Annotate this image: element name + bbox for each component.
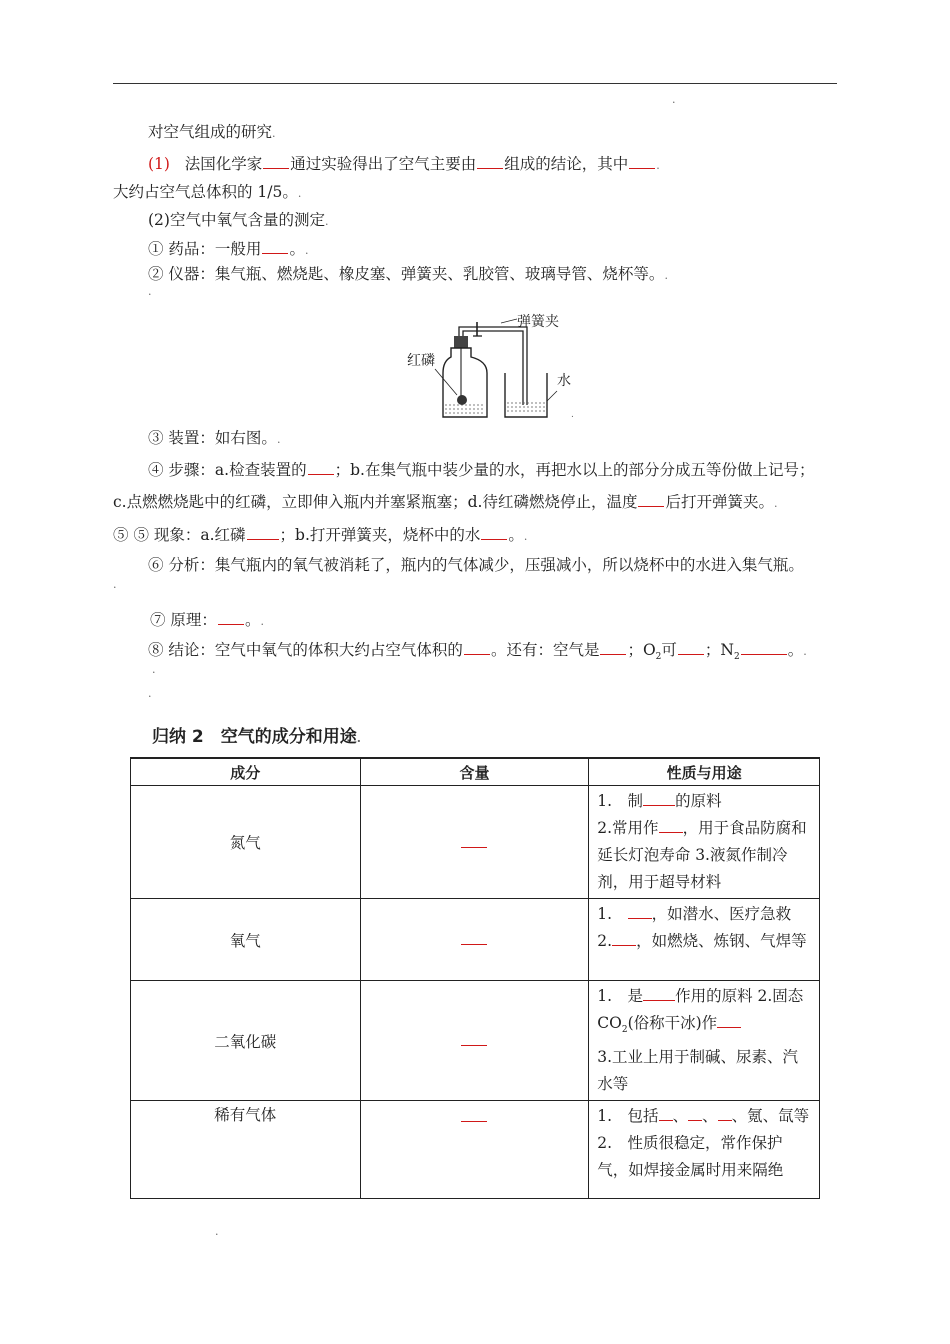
table-header-row [131, 758, 820, 786]
instruments-line: ② 仪器：集气瓶、燃烧匙、橡皮塞、弹簧夹、乳胶管、玻璃导管、烧杯等。. [148, 265, 668, 283]
paragraph-mark: . [152, 663, 156, 676]
glass-tube-inner [463, 331, 523, 405]
paragraph-mark: . [148, 285, 152, 298]
cell-content [360, 899, 589, 981]
steps-line: ④ 步骤：a.检查装置的 ；b.在集气瓶中装少量的水，再把水以上的部分分成五等份做上记号； [148, 458, 814, 480]
device-line: ③ 装置：如右图。. [148, 429, 281, 447]
table-row-co2 [131, 981, 820, 1101]
paragraph-mark: . [113, 578, 117, 591]
label-water: 水 [557, 373, 571, 389]
paragraph-mark: . [672, 93, 676, 106]
rubber-stopper [454, 336, 468, 348]
intro-title: 对空气组成的研究. [148, 123, 276, 141]
beaker [505, 373, 547, 417]
apparatus-diagram [405, 305, 585, 425]
drug-line: ① 药品：一般用 。. [148, 237, 308, 261]
air-components-table [130, 757, 820, 1199]
principle-line: ⑦ 原理： 。. [150, 608, 264, 632]
item1-continued: 大约占空气总体积的 1/5。. [113, 183, 302, 201]
cell-name: 氧气 [131, 899, 361, 981]
svg-text:.: . [571, 410, 574, 420]
item2-line: (2)空气中氧气含量的测定. [148, 211, 329, 229]
cell-name: 氮气 [131, 786, 361, 899]
cell-name: 二氧化碳 [131, 981, 361, 1101]
paragraph-mark: . [215, 1225, 219, 1238]
red-phosphorus [457, 395, 467, 405]
cell-use: 1. 制 的原料 2.常用作 ，用于食品防腐和延长灯泡寿命 3.液氮作制冷剂，用于超导材料 [589, 786, 820, 899]
cell-content [360, 1101, 589, 1199]
conclusion-line: ⑧ 结论：空气中氧气的体积大约占空气体积的 。还有：空气是 ；$O_2$可 ；$N_2$ 。. [148, 638, 807, 667]
phenomenon-line: ⑤ ⑤ 现象：a.红磷 ；b.打开弹簧夹，烧杯中的水 。. [113, 523, 527, 547]
item1-line: (1) 法国化学家 通过实验得出了空气主要由 组成的结论，其中 . [148, 152, 660, 176]
label-red-phosphorus: 红磷 [407, 353, 435, 369]
cell-content [360, 786, 589, 899]
header-component: 成分 [131, 758, 361, 786]
header-use: 性质与用途 [589, 758, 820, 786]
table-row-oxygen [131, 899, 820, 981]
analysis-line: ⑥ 分析：集气瓶内的氧气被消耗了，瓶内的气体减少，压强减小，所以烧杯中的水进入集气瓶。 [148, 556, 804, 574]
cell-use: 1. 包括 、 、 、氪、氙等 2. 性质很稳定，常作保护气，如焊接金属时用来隔绝 [589, 1101, 820, 1199]
header-rule [113, 83, 837, 84]
section-heading: 归纳 2 空气的成分和用途. [152, 727, 361, 747]
paragraph-mark: . [148, 687, 152, 700]
glass-tube [459, 327, 527, 405]
header-content: 含量 [360, 758, 589, 786]
steps-continued: c.点燃燃烧匙中的红磷，立即伸入瓶内并塞紧瓶塞；d.待红磷燃烧停止，温度 后打开弹簧夹。. [113, 490, 777, 514]
cell-use: 1. 是 作用的原料 2.固态 $CO_2$(俗称干冰)作 3.工业上用于制碱、尿素、汽水等 [589, 981, 820, 1101]
cell-name: 稀有气体 [131, 1101, 361, 1199]
cell-content [360, 981, 589, 1101]
gas-bottle [443, 348, 487, 417]
label-spring-clip: 弹簧夹 [517, 314, 559, 330]
cell-use: 1. ，如潜水、医疗急救 2. ，如燃烧、炼钢、气焊等 [589, 899, 820, 981]
table-row-rare-gases [131, 1101, 820, 1199]
table-row-nitrogen [131, 786, 820, 899]
